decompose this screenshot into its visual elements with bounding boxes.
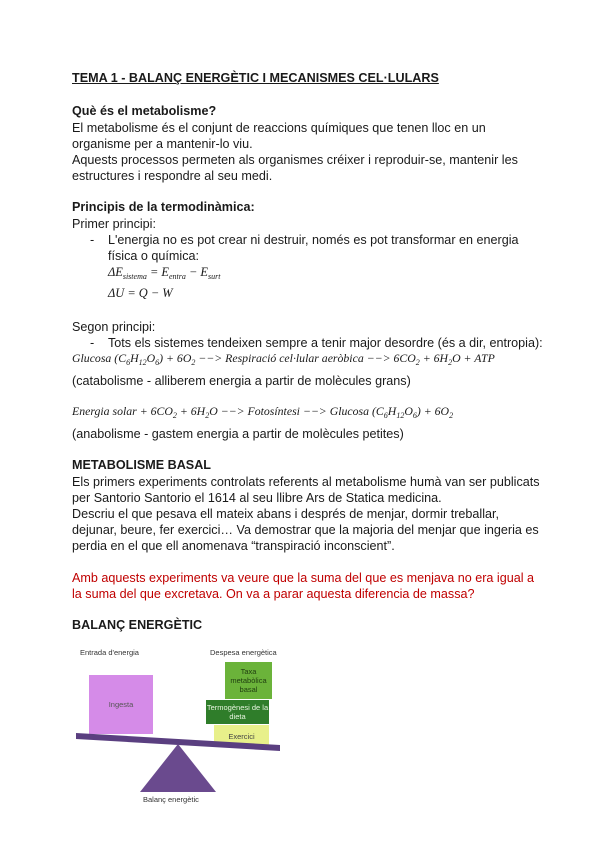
equation-energy-system: $\Delta E_{sistema} = E_{entra} - E_{surt}$	[108, 265, 221, 281]
first-principle-dash: -	[90, 233, 95, 247]
metabolism-line-4: estructures i respondre al seu medi.	[72, 169, 273, 183]
balance-fulcrum	[140, 744, 216, 792]
metabolism-line-3: Aquests processos permeten als organismes créixer i reproduir-se, mantenir les	[72, 153, 518, 167]
basal-heading: METABOLISME BASAL	[72, 458, 211, 472]
thermogenesis-block	[206, 700, 269, 724]
balance-scale-svg	[70, 725, 300, 795]
first-principle-text-1: L'energia no es pot crear ni destruir, només es pot transformar en energia	[108, 233, 519, 247]
anabolism-note: (anabolisme - gastem energia a partir de molècules petites)	[72, 427, 404, 441]
basal-metabolic-rate-block	[225, 662, 272, 699]
equation-photosynthesis: Energia solar + $6CO_2 + 6H_2O$ −−> Fotosíntesi −−> Glucosa $(C_6H_{12}O_6) + 6O_2$	[72, 404, 454, 420]
first-principle-text-2: física o química:	[108, 249, 199, 263]
balance-caption: Balanç energètic	[143, 795, 199, 804]
thermo-box-line-1: Termogènesi de la	[206, 703, 269, 712]
metabolism-heading: Què és el metabolisme?	[72, 104, 217, 118]
second-principle-text: Tots els sistemes tendeixen sempre a tenir major desordre (és a dir, entropia):	[108, 336, 543, 350]
first-principle-label: Primer principi:	[72, 217, 156, 231]
question-line-1: Amb aquests experiments va veure que la suma del que es menjava no era igual a	[72, 571, 535, 585]
metabolism-line-2: organisme per a mantenir-lo viu.	[72, 137, 253, 151]
basal-line-4: dejunar, beure, fer exercici… Va demostrar que la majoria del menjar que ingeria es	[72, 523, 539, 537]
second-principle-label: Segon principi:	[72, 320, 156, 334]
ingesta-label: Ingesta	[108, 700, 134, 709]
thermo-heading: Principis de la termodinàmica:	[72, 200, 255, 214]
document-title: TEMA 1 - BALANÇ ENERGÈTIC I MECANISMES CEL·LULARS	[72, 71, 439, 85]
metabolism-line-1: El metabolisme és el conjunt de reaccions químiques que tenen lloc en un	[72, 121, 486, 135]
second-principle-dash: -	[90, 336, 95, 350]
exercise-label: Exercici	[228, 731, 255, 741]
basal-box-line-2: basal	[239, 685, 258, 694]
basal-line-1: Els primers experiments controlats referents al metabolisme humà van ser publicats	[72, 475, 540, 489]
basal-line-2: per Santorio Santorio el 1614 al seu llibre Ars de Statica medicina.	[72, 491, 442, 505]
basal-line-5: perdia en el que ell anomenava “transpiració inconscient”.	[72, 539, 395, 553]
question-line-2: la suma del que excretava. On va a parar aquesta diferencia de massa?	[72, 587, 475, 601]
equation-respiration: Glucosa $(C_6H_{12}O_6) + 6O_2$ −−> Respiració cel·lular aeròbica −−> $6CO_2 + 6H_2O$ + ATP	[72, 351, 495, 367]
energy-output-label: Despesa energètica	[210, 648, 277, 657]
basal-line-3: Descriu el que pesava ell mateix abans i després de menjar, dormir treballar,	[72, 507, 499, 521]
energy-input-label: Entrada d'energia	[80, 648, 139, 657]
basal-box-line-1: Taxa metabòlica	[230, 667, 267, 685]
catabolism-note: (catabolisme - alliberem energia a partir de molècules grans)	[72, 374, 411, 388]
balance-heading: BALANÇ ENERGÈTIC	[72, 618, 203, 632]
thermo-box-line-2: dieta	[229, 712, 246, 721]
equation-internal-energy: ΔU = Q − W	[108, 286, 173, 300]
